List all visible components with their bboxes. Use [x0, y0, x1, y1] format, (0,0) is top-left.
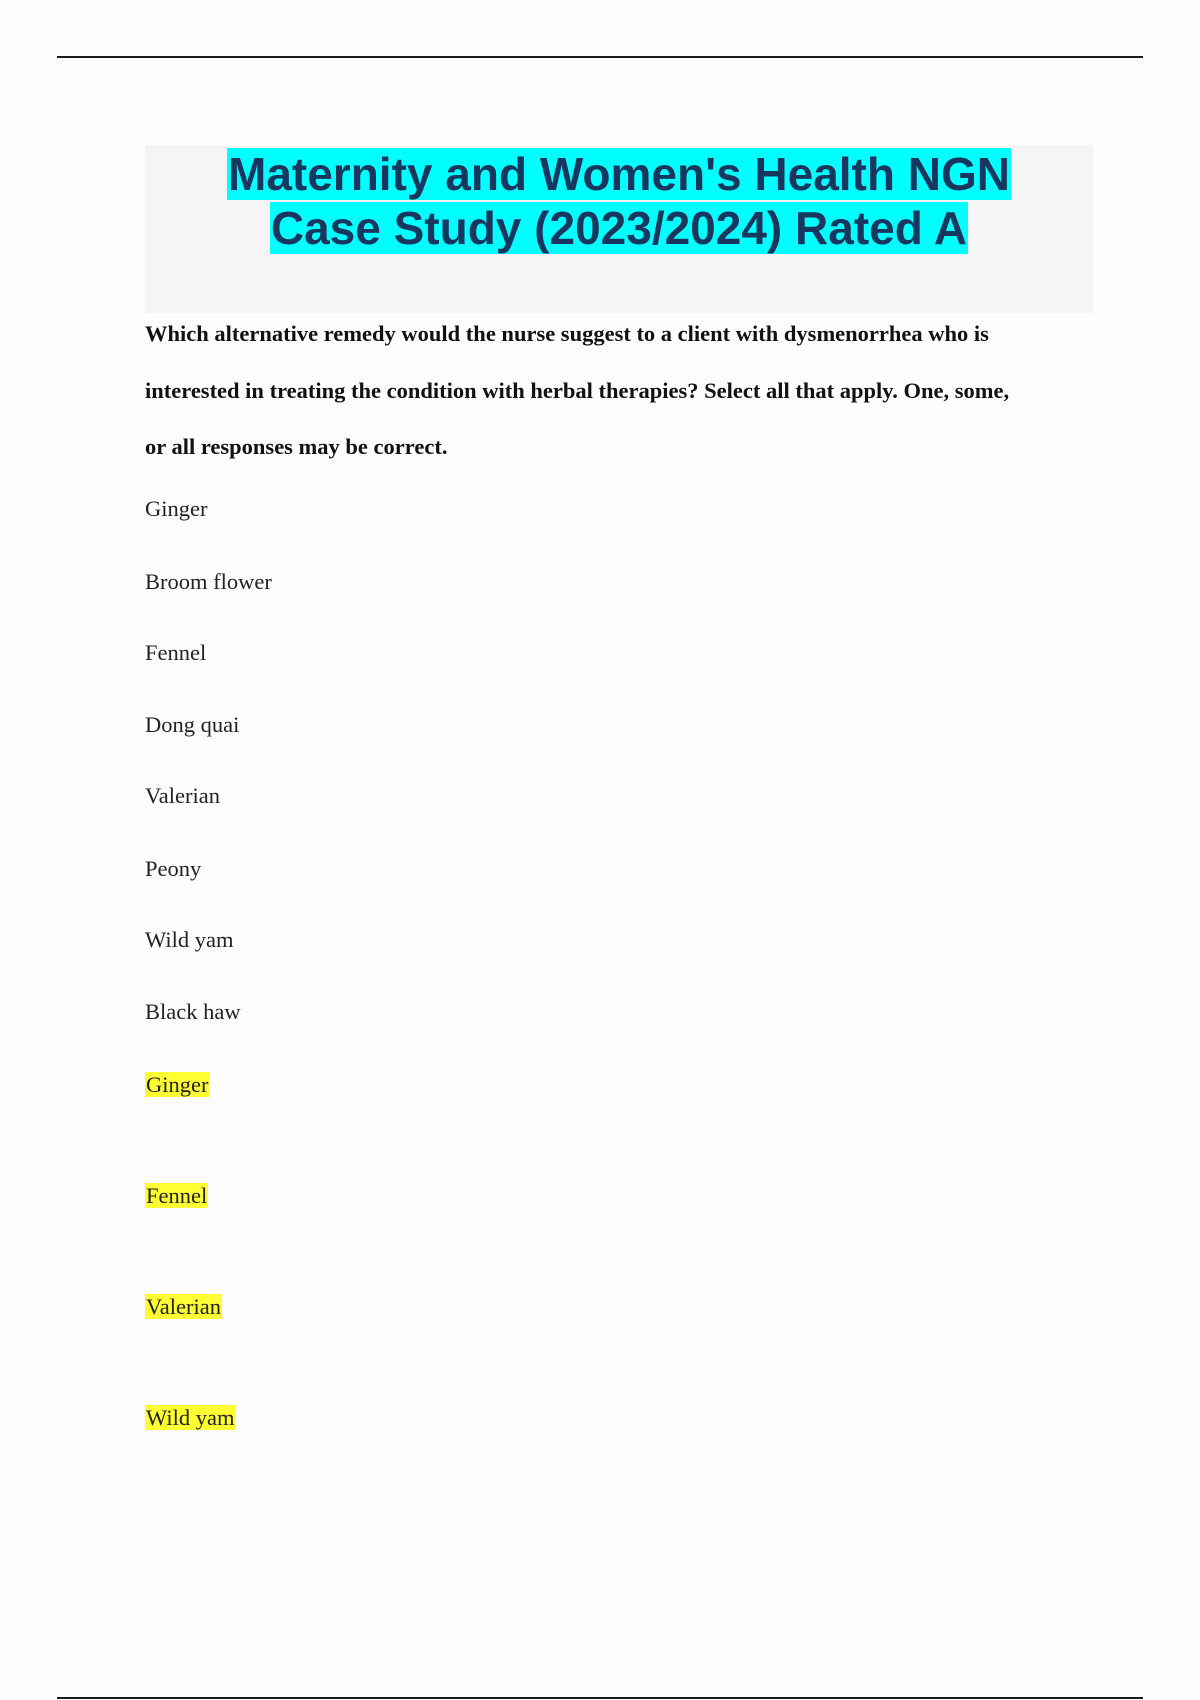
answer-valerian: Valerian — [146, 1294, 221, 1319]
option-peony: Peony — [145, 856, 202, 881]
question-line: or all responses may be correct. — [145, 434, 448, 459]
answer-wild-yam: Wild yam — [146, 1405, 235, 1430]
question-text — [145, 306, 1090, 476]
title-block — [145, 145, 1093, 313]
document-title-line-2: Case Study (2023/2024) Rated A — [270, 202, 968, 254]
option-broom-flower: Broom flower — [145, 569, 272, 594]
answer-fennel: Fennel — [146, 1183, 208, 1208]
top-rule — [57, 56, 1143, 58]
option-dong-quai: Dong quai — [145, 712, 240, 737]
question-line: Which alternative remedy would the nurse suggest to a client with dysmenorrhea who is — [145, 321, 989, 346]
bottom-rule — [57, 1697, 1143, 1699]
option-wild-yam: Wild yam — [145, 927, 234, 952]
answer-ginger: Ginger — [146, 1072, 209, 1097]
option-ginger: Ginger — [145, 496, 208, 521]
option-fennel: Fennel — [145, 640, 207, 665]
option-black-haw: Black haw — [145, 999, 241, 1024]
option-valerian: Valerian — [145, 783, 220, 808]
document-title-line-1: Maternity and Women's Health NGN — [228, 148, 1010, 200]
question-line: interested in treating the condition with herbal therapies? Select all that apply. One, some, — [145, 377, 1010, 403]
